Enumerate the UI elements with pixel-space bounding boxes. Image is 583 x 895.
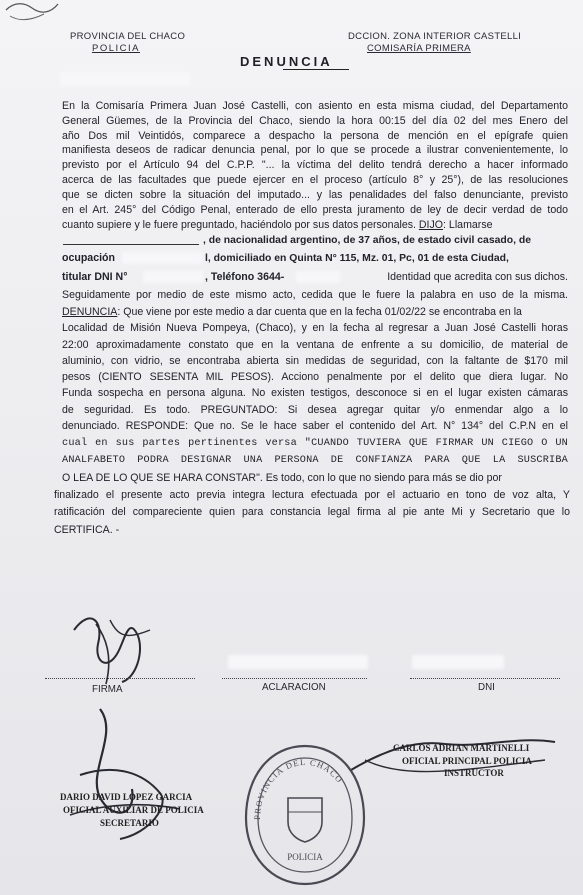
document-title: DENUNCIA	[240, 54, 333, 69]
body-line-7: que se dicten sobre la situación del imputado... y las penalidades del falso denunciante, previsto	[62, 189, 568, 201]
header-police: POLICIA	[92, 43, 140, 54]
stamp-arc-text: PROVINCIA DEL CHACO	[251, 756, 346, 821]
blank-name	[63, 244, 199, 245]
keyword-denuncia: DENUNCIA	[62, 306, 118, 318]
compareciente-signature	[60, 600, 180, 690]
dni-line	[410, 678, 560, 679]
body-line-24: O LEA DE LO QUE SE HARA CONSTAR". Es todo, con lo que no siendo para más se dio por	[62, 472, 502, 484]
body-line-9-text: cuanto supiere y le fuere preguntado, haciéndolo por sus datos personales.	[62, 219, 416, 231]
body-line-3: año Dos mil Veintidós, comparece a despacho la persona de mención en el epígrafe quien	[62, 130, 568, 142]
label-dni: DNI	[478, 682, 495, 693]
body-line-19: Funda sospecha en persona alguna. No existen testigos, desconoce si en el lugar existen cámaras	[62, 387, 568, 399]
keyword-dijo: DIJO	[418, 219, 444, 231]
header-direction: DCCION. ZONA INTERIOR CASTELLI	[348, 31, 522, 42]
body-line-11-label: ocupación	[62, 252, 115, 264]
instructor-rank: OFICIAL PRINCIPAL POLICIA	[402, 756, 532, 766]
body-line-21: denunciado. RESPONDE: Que no. Se le hace saber el contenido del Art. N° 134° del C.P.N en el	[62, 420, 568, 432]
body-line-12-label: titular DNI N°	[62, 271, 128, 283]
body-line-25: finalizado el presente acto previa integra lectura efectuada por el actuario en tono de voz alta, Y	[54, 489, 570, 501]
body-line-15: Localidad de Misión Nueva Pompeya, (Chaco), y en la fecha al regresar a Juan José Castelli horas	[62, 322, 568, 334]
aclaracion-line	[222, 678, 367, 679]
redacted-dni-signature	[412, 655, 504, 669]
body-line-1: En la Comisaría Primera Juan José Castelli, con asiento en esta misma ciudad, del Departamento	[62, 100, 568, 112]
stamp-center-text: POLICIA	[287, 852, 323, 862]
body-line-5: previsto por el Artículo 94 del C.P.P. "... la víctima del delito tendrá derecho a hacer informado	[62, 159, 568, 171]
header-comisaria: COMISARÍA PRIMERA	[367, 43, 471, 54]
body-line-14-text: : Que viene por este medio a dar cuenta que en la fecha 01/02/22 se encontraba en la	[117, 306, 522, 318]
redacted-aclaracion	[228, 655, 368, 669]
secretary-signature	[40, 705, 193, 855]
header-province: PROVINCIA DEL CHACO	[70, 31, 186, 42]
body-line-27: CERTIFICA. -	[54, 524, 120, 536]
body-line-20: de seguridad. Es todo. PREGUNTADO: Si desea agregar quitar y/o enmendar algo a lo	[62, 404, 568, 416]
secretary-role: SECRETARIO	[100, 818, 159, 828]
firma-line	[45, 678, 195, 679]
body-line-2: General Güemes, de la Provincia del Chaco, siendo la hora 00:15 del día 02 del mes Enero del	[62, 115, 568, 127]
instructor-role: INSTRUCTOR	[444, 768, 504, 778]
secretary-rank: OFICIAL AUXILIAR DE POLICIA	[63, 805, 204, 815]
label-aclaracion: ACLARACION	[262, 682, 326, 693]
body-line-10: , de nacionalidad argentino, de 37 años, de estado civil casado, de	[203, 235, 531, 246]
body-line-17: aluminio, con vidrio, se encontraba abierta sin medidas de seguridad, con la faltante de $170 mil	[62, 355, 568, 367]
svg-text:PROVINCIA DEL CHACO	[252, 757, 345, 820]
police-stamp	[240, 740, 370, 890]
body-line-23: ANALFABETO PODRA DESIGNAR UNA PERSONA DE CONFIANZA PARA QUE LA SUSCRIBA	[62, 455, 568, 466]
body-line-12-phone: , Teléfono 3644-	[205, 271, 285, 283]
corner-handwritten-mark	[2, 0, 62, 26]
redacted-occupation	[122, 252, 202, 264]
body-line-9	[62, 219, 568, 232]
body-line-8: en el Art. 245° del Código Penal, enterado de ello presta juramento de ley de decir verdad de todo	[62, 204, 568, 216]
body-line-6: acerca de las facultades que puede ejercer en el proceso (artículo 8° y 25°), de las resoluciones	[62, 174, 568, 186]
body-line-4: manifiesta deseos de radicar denuncia penal, por lo que se procede a ilustrar convenientemente, lo	[62, 144, 568, 156]
body-line-11: l, domiciliado en Quinta N° 115, Mz. 01, Pc, 01 de esta Ciudad,	[205, 253, 509, 264]
body-line-9-tail: : Llamarse	[443, 219, 493, 231]
body-line-12: Identidad que acredita con sus dichos.	[387, 271, 568, 283]
label-firma: FIRMA	[92, 684, 123, 695]
body-line-18: pesos (CIENTO SESENTA MIL PESOS). Acciono penalmente por el delito que diera lugar. No	[62, 371, 568, 383]
body-line-14	[62, 306, 568, 319]
body-line-16: 22:00 aproximadamente constato que en la ventana de enfrente a su domicilio, de material de	[62, 339, 568, 351]
instructor-name: CARLOS ADRIAN MARTINELLI	[393, 743, 530, 753]
redacted-name-header	[60, 72, 190, 86]
body-line-13: Seguidamente por medio de este mismo acto, cedida que le fuere la palabra en uso de la misma.	[62, 289, 568, 301]
body-line-26: ratificación del compareciente quien para constancia legal firma al pie ante Mi y Secretario que lo	[54, 506, 570, 518]
redacted-phone	[296, 271, 340, 283]
body-line-22: cual en sus partes pertinentes versa "CUANDO TUVIERA QUE FIRMAR UN CIEGO O UN	[62, 438, 568, 449]
redacted-dni	[143, 271, 203, 283]
title-underline	[283, 69, 349, 70]
secretary-name: DARIO DAVID LOPEZ GARCIA	[60, 792, 193, 802]
